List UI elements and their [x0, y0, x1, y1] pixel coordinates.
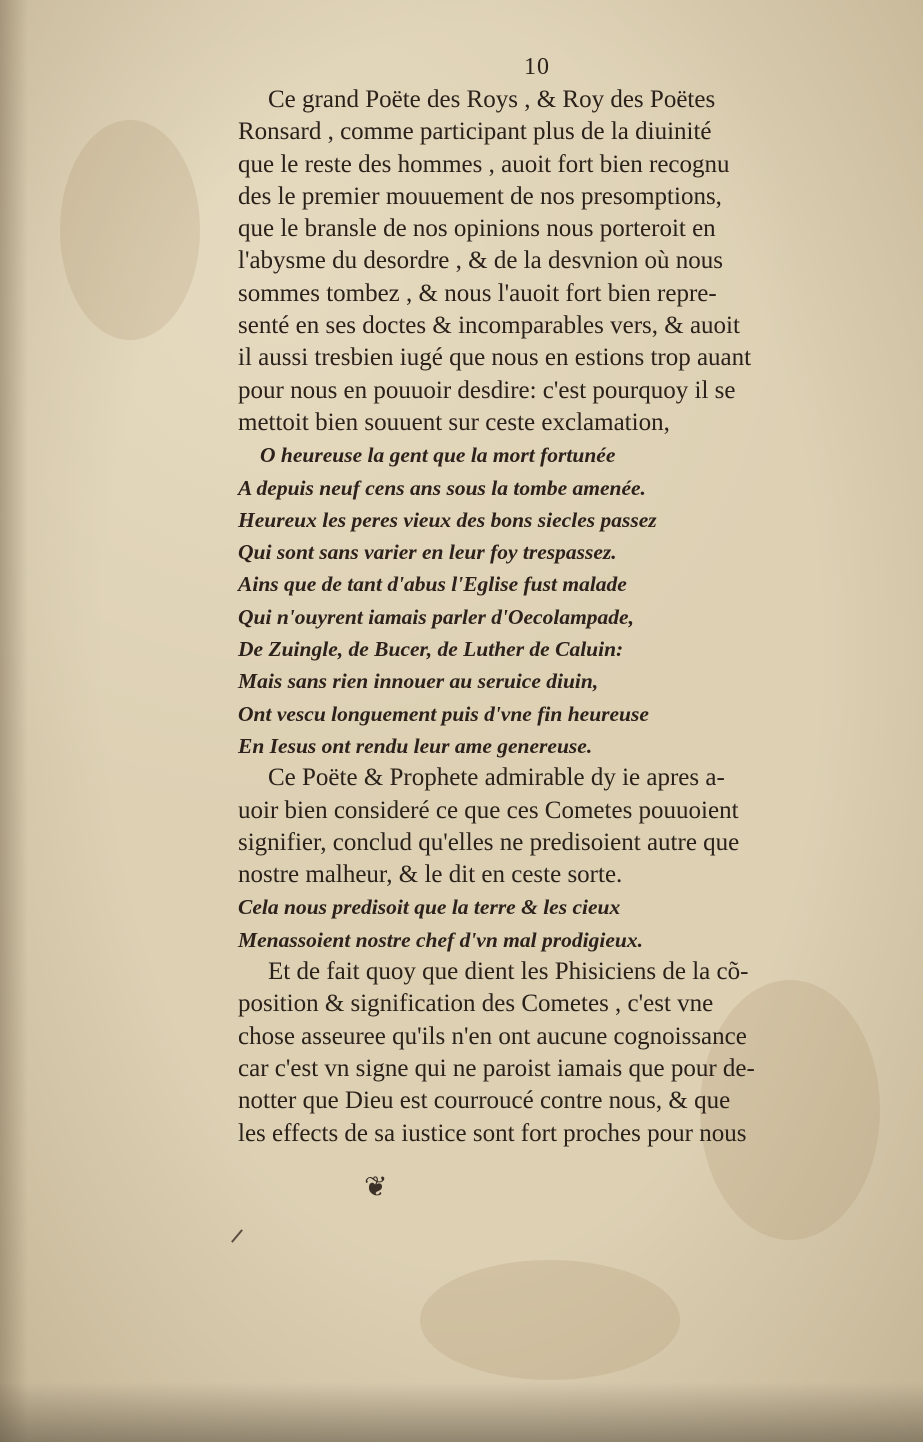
text-line: Ce Poëte & Prophete admirable dy ie apres a-: [268, 764, 725, 792]
text-line: notter que Dieu est courroucé contre nous, & que: [238, 1087, 731, 1115]
text-line: uoir bien consideré ce que ces Cometes pouuoient: [238, 796, 739, 824]
text-line: Ce grand Poëte des Roys , & Roy des Poëtes: [268, 86, 716, 113]
verse-quotation-2: [238, 891, 836, 956]
text-line: l'abysme du desordre , & de la desvnion où nous: [238, 247, 723, 275]
text-line: pour nous en pouuoir desdire: c'est pourquoy il se: [238, 376, 736, 404]
paper-stain: [420, 1260, 680, 1380]
text-line: Et de fait quoy que dient les Phisiciens de la cõ-: [268, 958, 749, 986]
text-line: il aussi tresbien iugé que nous en estions trop auant: [238, 344, 752, 372]
verse-line: O heureuse la gent que la mort fortunée: [260, 443, 616, 468]
page-number: 10: [524, 54, 550, 80]
text-line: les effects de sa iustice sont fort proches pour nous: [238, 1119, 747, 1147]
ink-mark: [231, 1229, 243, 1243]
text-line: sommes tombez , & nous l'auoit fort bien repre-: [238, 279, 717, 307]
text-line: mettoit bien souuent sur ceste exclamation,: [238, 408, 670, 436]
printer-ornament-icon: ❦: [364, 1170, 388, 1203]
verse-line: En Iesus ont rendu leur ame genereuse.: [238, 733, 593, 758]
page-bottom-edge: [0, 1382, 923, 1442]
page-gutter-shadow: [0, 0, 28, 1442]
verse-line: Heureux les peres vieux des bons siecles passez: [238, 507, 657, 532]
text-line: que le reste des hommes , auoit fort bien recognu: [238, 150, 730, 178]
verse-line: Ains que de tant d'abus l'Eglise fust malade: [238, 572, 627, 597]
verse-line: Cela nous predisoit que la terre & les cieux: [238, 895, 621, 920]
text-line: senté en ses doctes & incomparables vers, & auoit: [238, 312, 740, 340]
text-line: car c'est vn signe qui ne paroist iamais que pour de-: [238, 1054, 755, 1082]
text-line: nostre malheur, & le dit en ceste sorte.: [238, 861, 623, 889]
verse-line: Ont vescu longuement puis d'vne fin heureuse: [238, 701, 649, 726]
text-line: des le premier mouuement de nos presomptions,: [238, 182, 722, 210]
text-line: chose asseuree qu'ils n'en ont aucune cognoissance: [238, 1022, 747, 1050]
verse-line: Qui n'ouyrent iamais parler d'Oecolampade,: [238, 604, 634, 629]
verse-line: De Zuingle, de Bucer, de Luther de Caluin:: [238, 637, 624, 662]
text-line: que le bransle de nos opinions nous porteroit en: [238, 215, 716, 243]
text-line: position & signification des Cometes , c'est vne: [238, 990, 714, 1018]
text-line: signifier, conclud qu'elles ne predisoient autre que: [238, 828, 740, 856]
text-block: [238, 52, 836, 1150]
verse-line: A depuis neuf cens ans sous la tombe amenée.: [238, 475, 646, 500]
paragraph-poete-prophete: [238, 762, 836, 891]
verse-line: Menassoient nostre chef d'vn mal prodigieux.: [238, 927, 643, 952]
verse-quotation-1: [238, 439, 836, 762]
paragraph-phisiciens: [238, 956, 836, 1150]
text-line: Ronsard , comme participant plus de la diuinité: [238, 118, 712, 146]
verse-line: Qui sont sans varier en leur foy trespassez.: [238, 540, 617, 565]
paper-stain: [60, 120, 200, 340]
paragraph-ronsard: [238, 84, 836, 439]
verse-line: Mais sans rien innouer au seruice diuin,: [238, 669, 599, 694]
